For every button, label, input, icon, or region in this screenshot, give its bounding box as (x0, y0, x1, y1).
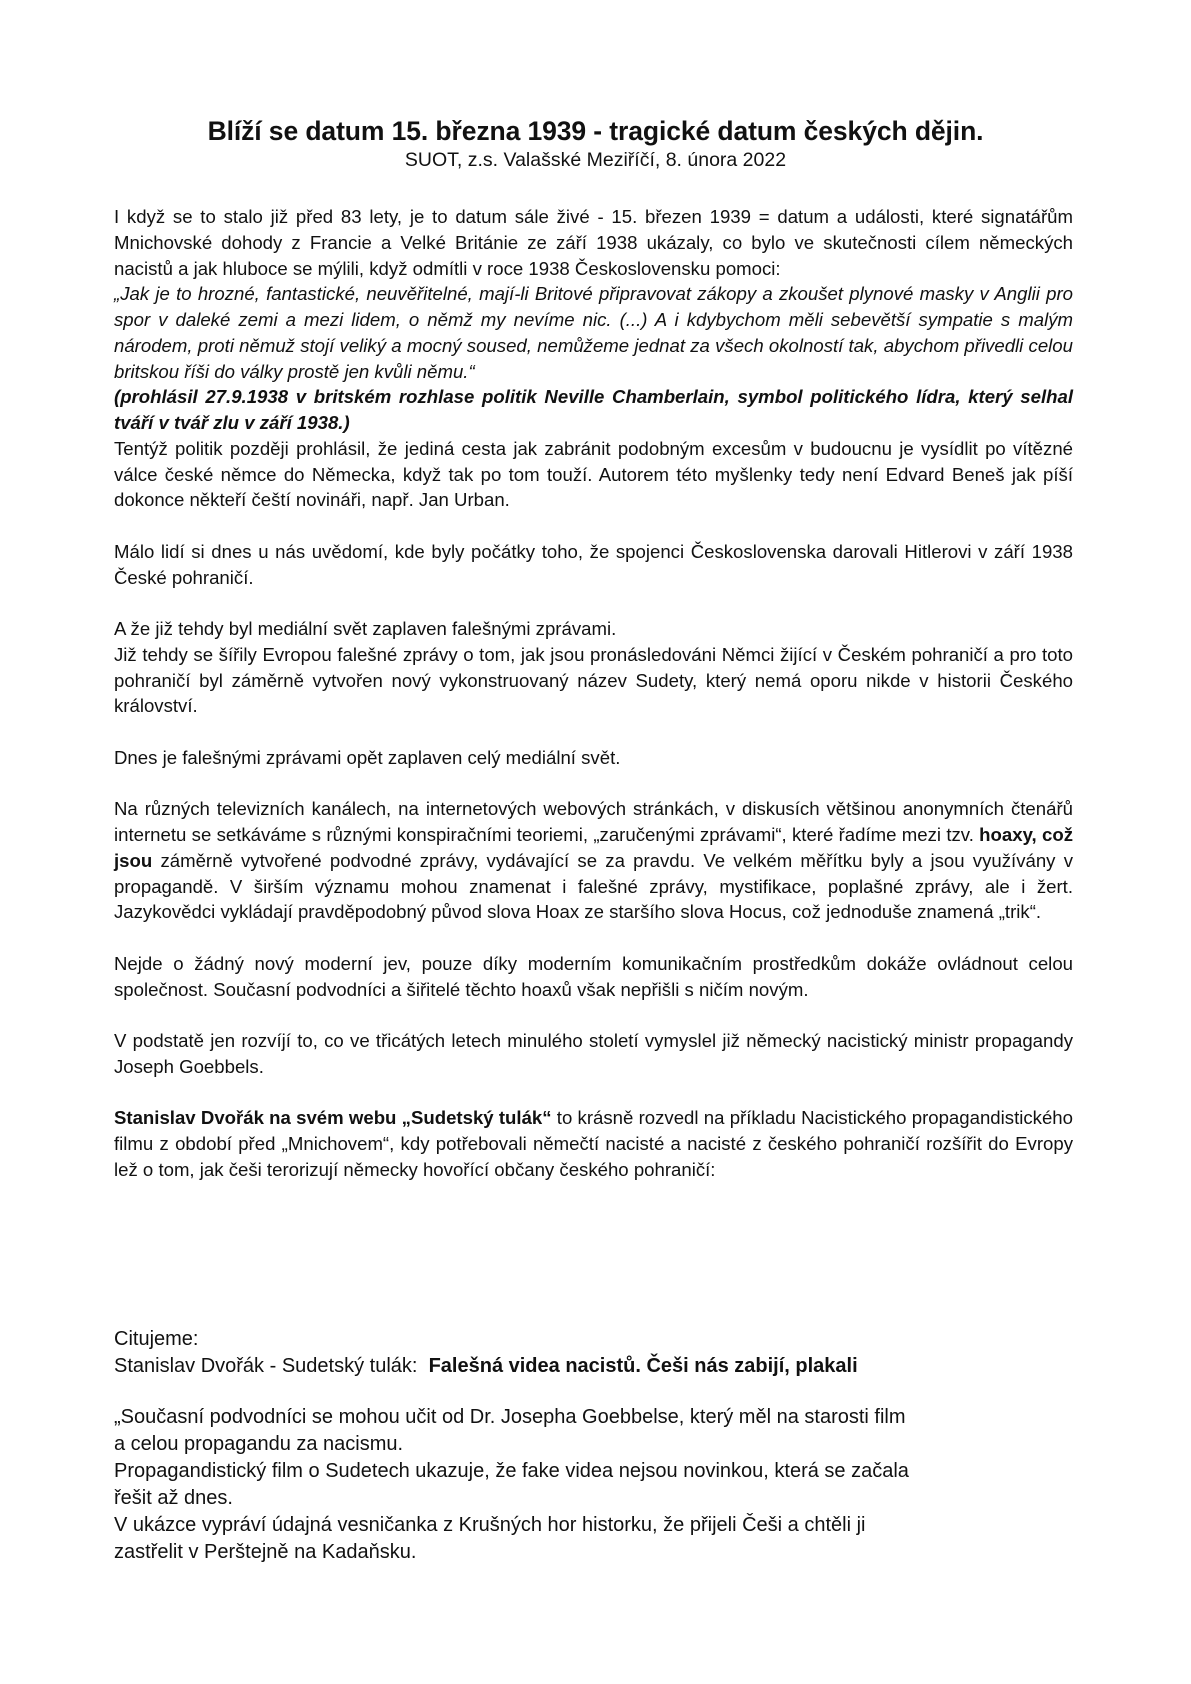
dvorak-text: to krásně rozvedl na příkladu Nacistického propagandistického filmu z období před „Mnichovem“, kdy potřebovali němečtí nacisté a nacisté z českého pohraničí rozšířit do Evropy lež o tom, jak češi terorizují německy hovořící občany českého pohraničí: (114, 1107, 1073, 1180)
citation-line: „Současní podvodníci se mohou učit od Dr. Josepha Goebbelse, který měl na starosti film (114, 1406, 906, 1428)
citation-line: V ukázce vypráví údajná vesničanka z Krušných hor historku, že přijeli Češi a chtěli ji (114, 1514, 866, 1536)
citation-source-label: Stanislav Dvořák - Sudetský tulák: (114, 1355, 429, 1377)
paragraph-allies: Málo lidí si dnes u nás uvědomí, kde byly počátky toho, že spojenci Československa darovali Hitlerovi v září 1938 České pohraničí. (114, 540, 1073, 588)
hoax-text-2: záměrně vytvořené podvodné zprávy, vydávající se za pravdu. Ve velkém měřítku byly a jsou využívány v propagandě. V širším významu mohou znamenat i falešné zprávy, mystifikace, poplašné zprávy, ale i žert. Jazykovědci vykládají pravděpodobný původ slova Hoax ze staršího slova Hocus, což jednoduše znamená „trik“. (114, 849, 1073, 923)
citation-article-title: Falešná videa nacistů. Češi nás zabijí, plakali (428, 1355, 858, 1377)
spacer (114, 1380, 1073, 1404)
paragraph-dvorak (114, 1105, 1073, 1182)
paragraph-goebbels: V podstatě jen rozvíjí to, co ve třicátých letech minulého století vymyslel již německý nacistický ministr propagandy Joseph Goebbels. (114, 1030, 1073, 1077)
paragraph-fake-news-then: A že již tehdy byl mediální svět zaplaven falešnými zprávami. (114, 618, 617, 639)
citation-line: Propagandistický film o Sudetech ukazuje, že fake videa nejsou novinkou, která se začala (114, 1460, 909, 1482)
spacer (114, 513, 1073, 539)
citation-intro: Citujeme: (114, 1328, 199, 1350)
spacer (114, 1002, 1073, 1028)
paragraph-intro: I když se to stalo již před 83 lety, je to datum sále živé - 15. březen 1939 = datum a události, které signatářům Mnichovské dohody z Francie a Velké Británie ze září 1938 ukázaly, co bylo ve skutečnosti cílem německých nacistů a jak hluboce se mýlili, když odmítli v roce 1938 Československu pomoci: (114, 206, 1073, 279)
spacer (114, 925, 1073, 951)
spacer (114, 771, 1073, 797)
paragraph-chamberlain-later: Tentýž politik později prohlásil, že jediná cesta jak zabránit podobným excesům v budoucnu je vysídlit po vítězné válce české němce do Německa, když tak po tom touží. Autorem této myšlenky tedy není Edvard Beneš jak píší dokonce někteří čeští novináři, např. Jan Urban. (114, 437, 1073, 511)
paragraph-fake-news-now: Dnes je falešnými zprávami opět zaplaven celý mediální svět. (114, 746, 621, 768)
citation-source-line (114, 1353, 1073, 1380)
hoax-bold-term: hoaxy, což jsou (114, 824, 1073, 871)
paragraph-sudety: Již tehdy se šířily Evropou falešné zprávy o tom, jak jsou pronásledováni Němci žijící v Českém pohraničí a pro toto pohraničí byl záměrně vytvořen nový vykonstruovaný název Sudety, který nemá oporu nikde v historii Českého království. (114, 643, 1073, 717)
paragraph-hoaxes (114, 796, 1073, 925)
dvorak-bold-intro: Stanislav Dvořák na svém webu „Sudetský tulák“ (114, 1107, 552, 1129)
page-subtitle: SUOT, z.s. Valašské Meziříčí, 8. února 2022 (404, 149, 787, 171)
page-title: Blíží se datum 15. března 1939 - tragické datum českých dějin. (207, 116, 984, 146)
citation-line: zastřelit v Perštejně na Kadaňsku. (114, 1541, 417, 1563)
quote-source: (prohlásil 27.9.1938 v britském rozhlase politik Neville Chamberlain, symbol politického lídra, který selhal tváří v tvář zlu v září 1938.) (114, 386, 1073, 433)
spacer (114, 590, 1073, 616)
paragraph-not-new: Nejde o žádný nový moderní jev, pouze díky moderním komunikačním prostředkům dokáže ovládnout celou společnost. Současní podvodníci a šiřitelé těchto hoaxů však nepřišli s ničím novým. (114, 952, 1073, 1000)
citation-line: a celou propagandu za nacismu. (114, 1433, 404, 1455)
citation-line: řešit až dnes. (114, 1487, 233, 1509)
hoax-text-1: Na různých televizních kanálech, na internetových webových stránkách, v diskusích většinou anonymních čtenářů internetu se setkáváme s různými konspiračními teoriemi, „zaručenými zprávami“, které řadíme mezi tzv. (114, 798, 1073, 845)
article-body (114, 204, 1073, 1183)
spacer (114, 1080, 1073, 1106)
spacer (114, 719, 1073, 745)
chamberlain-quote: „Jak je to hrozné, fantastické, neuvěřitelné, mají-li Britové připravovat zákopy a zkoušet plynové masky v Anglii pro spor v daleké zemi a mezi lidem, o němž my nevíme nic. (...) A i kdybychom měli sebevětší sympatie s malým národem, proti němuž stojí veliký a mocný soused, nemůžeme jednat za všech okolností tak, abychom přivedli celou britskou říši do války prostě jen kvůli němu.“ (114, 283, 1073, 382)
citation-section (114, 1326, 1073, 1566)
